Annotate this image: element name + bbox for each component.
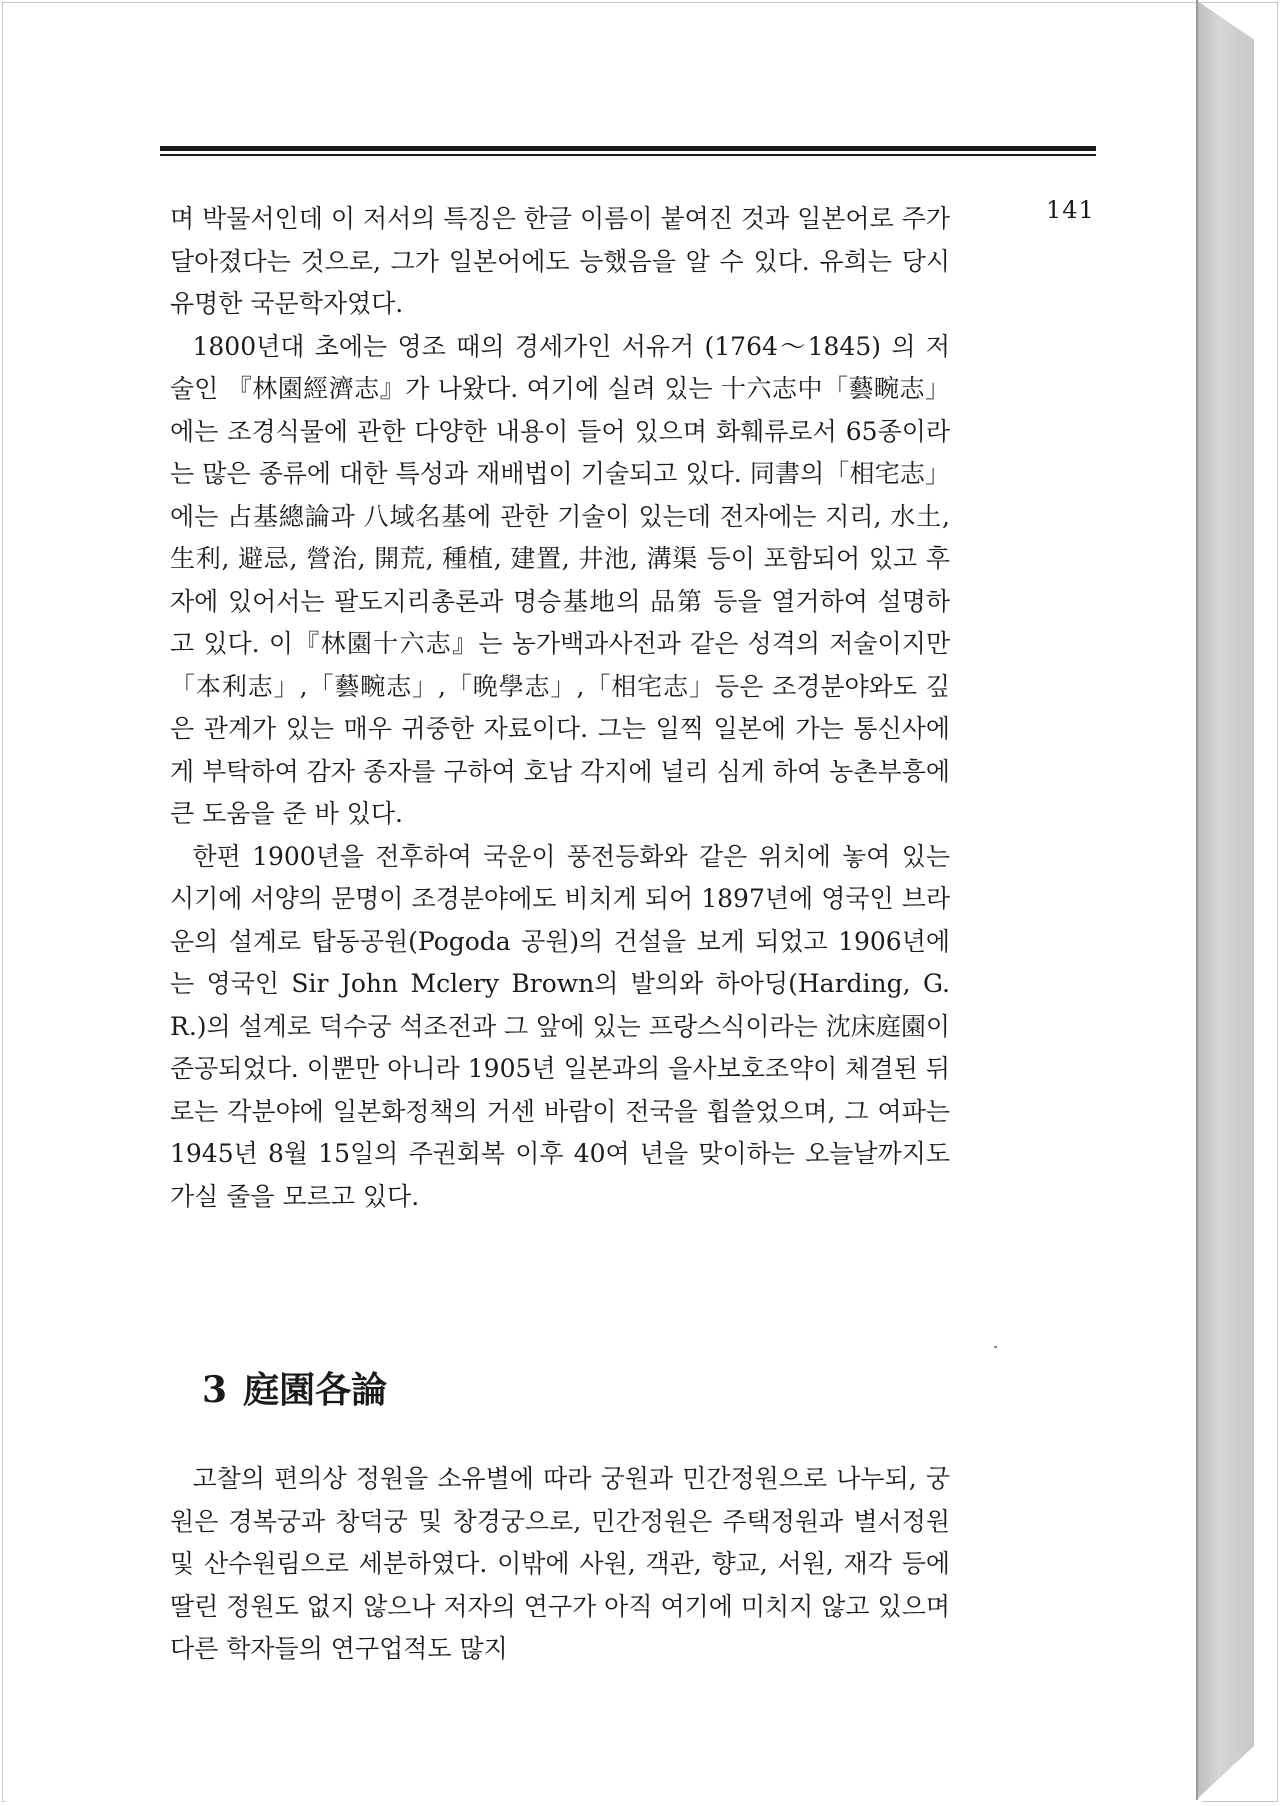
section-paragraph: 고찰의 편의상 정원을 소유별에 따라 궁원과 민간정원으로 나누되, 궁원은 경복궁과 창덕궁 및 창경궁으로, 민간정원은 주택정원과 별서정원 및 산수원림으로 세분하였다. 이밖에 사원, 객관, 향교, 서원, 재각 등에 딸린 정원도 없지 않으나 저자의 연구가 아직 여기에 미치지 않고 있으며 다른 학자들의 연구업적도 많지: [170, 1464, 950, 1663]
scan-speck: [994, 1346, 997, 1348]
header-rule-thick: [160, 146, 1096, 151]
paragraph-2: 1800년대 초에는 영조 때의 경세가인 서유거 (1764～1845) 의 저술인 『林園經濟志』가 나왔다. 여기에 실려 있는 十六志中「藝畹志」에는 조경식물에 관한 다양한 내용이 들어 있으며 화훼류로서 65종이라는 많은 종류에 대한 특성과 재배법이 기술되고 있다. 同書의「相宅志」에는 占基總論과 八域名基에 관한 기술이 있는데 전자에는 지리, 水土, 生利, 避忌, 營治, 開荒, 種植, 建置, 井池, 溝渠 등이 포함되어 있고 후자에 있어서는 팔도지리총론과 명승基地의 品第 등을 열거하여 설명하고 있다. 이『林園十六志』는 농가백과사전과 같은 성격의 저술이지만「本利志」,「藝畹志」,「晩學志」,「相宅志」등은 조경분야와도 깊은 관계가 있는 매우 귀중한 자료이다. 그는 일찍 일본에 가는 통신사에게 부탁하여 감자 종자를 구하여 호남 각지에 널리 심게 하여 농촌부흥에 큰 도움을 준 바 있다.: [170, 331, 950, 828]
section-title: 庭園各論: [243, 1369, 388, 1411]
paragraph-1: 며 박물서인데 이 저서의 특징은 한글 이름이 붙여진 것과 일본어로 주가 달아졌다는 것으로, 그가 일본어에도 능했음을 알 수 있다. 유희는 당시 유명한 국문학자였다.: [170, 204, 950, 318]
page-edge-line: [1196, 0, 1198, 1800]
section-3: [170, 1362, 950, 1696]
book-page: [6, 6, 1202, 1802]
section-number: 3: [202, 1369, 228, 1411]
section-heading: [202, 1362, 950, 1418]
page-stack-edge: [1196, 0, 1254, 1800]
body-text: [170, 198, 950, 1218]
header-rule-thin: [160, 154, 1096, 156]
page-number: 141: [1046, 196, 1095, 224]
paragraph-3: 한편 1900년을 전후하여 국운이 풍전등화와 같은 위치에 놓여 있는 시기에 서양의 문명이 조경분야에도 비치게 되어 1897년에 영국인 브라운의 설계로 탑동공원(Pogoda 공원)의 건설을 보게 되었고 1906년에는 영국인 Sir John Mclery Brown의 발의와 하아딩(Harding, G. R.)의 설계로 덕수궁 석조전과 그 앞에 있는 프랑스식이라는 沈床庭園이 준공되었다. 이뿐만 아니라 1905년 일본과의 을사보호조약이 체결된 뒤로는 각분야에 일본화정책의 거센 바람이 전국을 휩쓸었으며, 그 여파는 1945년 8월 15일의 주권회복 이후 40여 년을 맞이하는 오늘날까지도 가실 줄을 모르고 있다.: [170, 841, 950, 1211]
